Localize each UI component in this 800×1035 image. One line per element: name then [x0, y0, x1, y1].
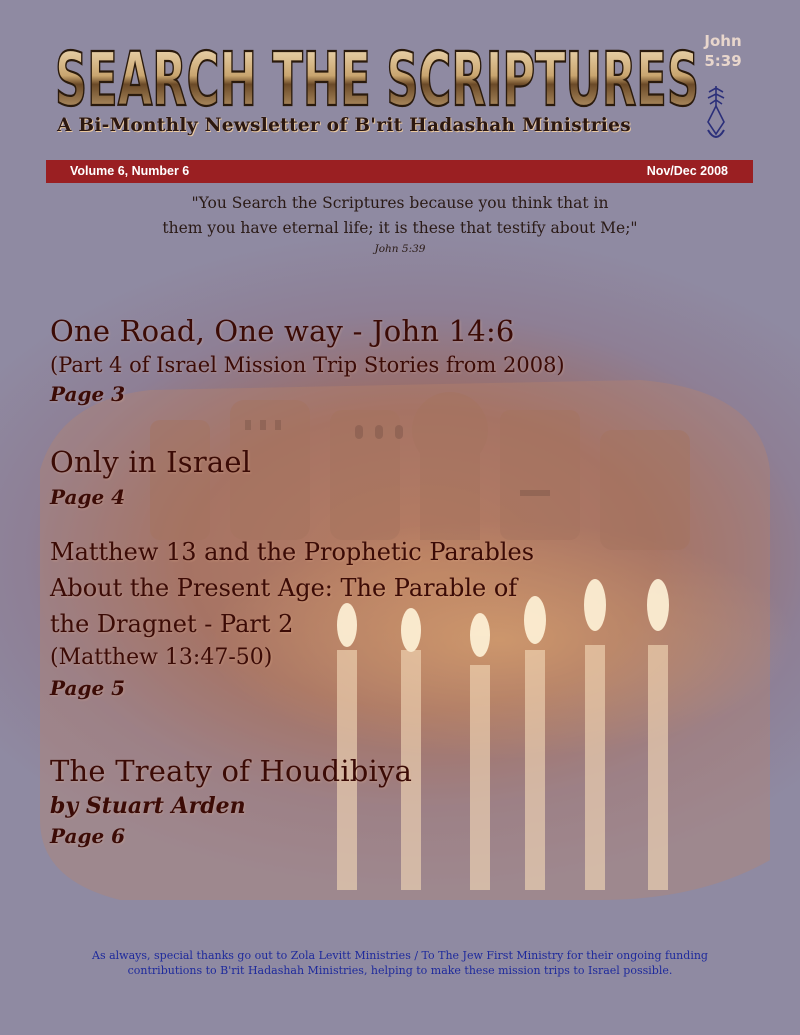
- scripture-quote: [120, 191, 680, 241]
- article-page: Page 3: [50, 382, 126, 406]
- article-page: Page 5: [50, 676, 126, 700]
- article-title-line-3[interactable]: the Dragnet - Part 2: [50, 610, 294, 638]
- issue-banner: [46, 160, 753, 183]
- article-subtitle: (Matthew 13:47-50): [50, 645, 273, 670]
- reference-book: John: [704, 32, 742, 50]
- article-page: Page 6: [50, 824, 126, 848]
- article-author: by Stuart Arden: [50, 793, 246, 819]
- footer-acknowledgement: [60, 948, 740, 978]
- footer-line-1: As always, special thanks go out to Zola Levitt Ministries / To The Jew First Ministry for their ongoing funding: [92, 949, 708, 962]
- issue-date: Nov/Dec 2008: [646, 164, 728, 178]
- quote-line-1: "You Search the Scriptures because you think that in: [191, 194, 609, 212]
- article-title[interactable]: Only in Israel: [50, 445, 252, 479]
- scripture-reference: [699, 31, 747, 71]
- newsletter-title: [52, 30, 702, 122]
- footer-line-2: contributions to B'rit Hadashah Ministries, helping to make these mission trips to Israel possible.: [127, 964, 673, 977]
- article-one-road[interactable]: [50, 312, 565, 408]
- article-treaty-houdibiya[interactable]: [50, 752, 412, 850]
- article-title[interactable]: The Treaty of Houdibiya: [50, 754, 413, 788]
- newsletter-subtitle: A Bi-Monthly Newsletter of B'rit Hadashah Ministries: [57, 115, 631, 136]
- quote-citation: John 5:39: [374, 243, 426, 255]
- article-matthew-13[interactable]: [50, 534, 534, 702]
- quote-line-2: them you have eternal life; it is these that testify about Me;": [162, 219, 638, 237]
- volume-number: Volume 6, Number 6: [70, 164, 190, 178]
- article-page: Page 4: [50, 485, 126, 509]
- article-subtitle: (Part 4 of Israel Mission Trip Stories from 2008): [50, 353, 565, 377]
- messianic-seal-icon: [705, 84, 727, 144]
- article-only-in-israel[interactable]: [50, 443, 251, 511]
- article-title-line-1[interactable]: Matthew 13 and the Prophetic Parables: [50, 538, 535, 566]
- article-title[interactable]: One Road, One way - John 14:6: [50, 314, 515, 348]
- reference-verse: 5:39: [704, 52, 742, 70]
- article-title-line-2[interactable]: About the Present Age: The Parable of: [50, 574, 518, 602]
- svg-text:SEARCH THE SCRIPTURES: SEARCH THE SCRIPTURES: [55, 37, 699, 122]
